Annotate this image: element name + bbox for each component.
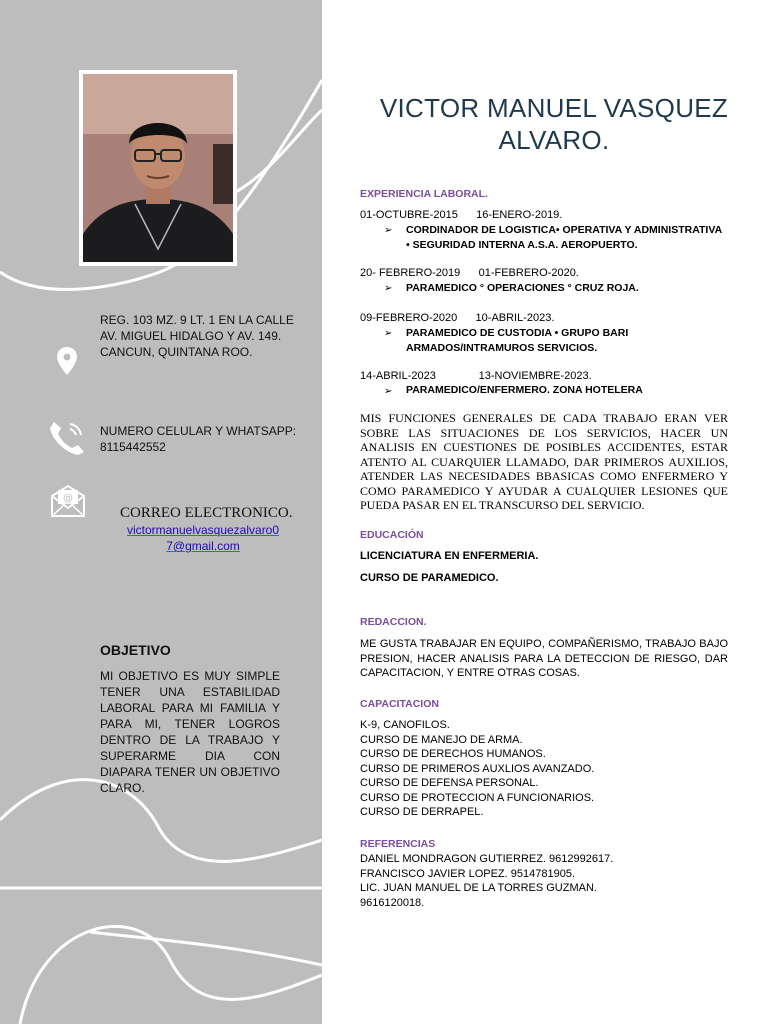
list-item: CURSO DE PRIMEROS AUXLIOS AVANZADO.: [360, 762, 595, 775]
capacitacion-list: [360, 718, 594, 820]
job-4-dates: 14-ABRIL-2023 13-NOVIEMBRE-2023.: [360, 370, 592, 382]
svg-text:@: @: [63, 493, 73, 504]
redaccion-text: ME GUSTA TRABAJAR EN EQUIPO, COMPAÑERISMO, TRABAJO BAJO PRESION, HACER ANALISIS PARA LA DETECCION DE RIESGO, DAR CAPACITACION, Y ENTRE OTRAS COSAS.: [360, 638, 728, 679]
arrow-bullet-icon: ➢: [384, 328, 393, 339]
job-functions-text: MIS FUNCIONES GENERALES DE CADA TRABAJO ERAN VER SOBRE LAS SITUACIONES DE LOS SERVICIOS, HACER UN ANALISIS EN CUESTIONES DE POSIBLES ACCIDENTES, ESTAR ATENTO AL CUARQUIER LLAMADO, DAR PRIMEROS AUXILIOS, ATENDER LAS NECESIDADES BBASICAS COMO ENFERMERO Y COMO PARAMEDICO Y AYUDAR A CUALQUIER LESIONES QUE PUEDA PASAR EN EL TRANSCURSO DEL SERVICIO.: [360, 411, 728, 512]
candidate-name: VICTOR MANUEL VASQUEZ ALVARO.: [379, 93, 729, 155]
list-item: CURSO DE PROTECCION A FUNCIONARIOS.: [360, 791, 595, 804]
job-3-title: PARAMEDICO DE CUSTODIA • GRUPO BARI ARMADOS/INTRAMUROS SERVICIOS.: [406, 327, 629, 354]
job-4-title: PARAMEDICO/ENFERMERO. ZONA HOTELERA: [406, 384, 643, 396]
referencias-list: [360, 852, 613, 910]
objective-heading: OBJETIVO: [100, 642, 171, 658]
address: REG. 103 MZ. 9 LT. 1 EN LA CALLE AV. MIGUEL HIDALGO Y AV. 149. CANCUN, QUINTANA ROO.: [100, 313, 294, 359]
referencias-heading: REFERENCIAS: [360, 838, 436, 850]
education-item: CURSO DE PARAMEDICO.: [360, 572, 499, 584]
redaccion-heading: REDACCION.: [360, 616, 427, 628]
arrow-bullet-icon: ➢: [384, 225, 393, 236]
list-item: CURSO DE DEFENSA PERSONAL.: [360, 777, 539, 789]
location-pin-icon: [56, 346, 78, 376]
email-envelope-icon: [50, 484, 86, 518]
main-content: [322, 0, 768, 1024]
arrow-bullet-icon: ➢: [384, 386, 393, 397]
job-2-dates: 20- FEBRERO-2019 01-FEBRERO-2020.: [360, 267, 579, 279]
education-heading: EDUCACIÓN: [360, 529, 424, 541]
list-item: FRANCISCO JAVIER LOPEZ. 9514781905.: [360, 867, 575, 880]
phone-number: NUMERO CELULAR Y WHATSAPP: 8115442552: [100, 424, 297, 454]
list-item: LIC. JUAN MANUEL DE LA TORRES GUZMAN.: [360, 882, 597, 894]
capacitacion-heading: CAPACITACION: [360, 698, 439, 710]
list-item: CURSO DE DERRAPEL.: [360, 806, 484, 818]
arrow-bullet-icon: ➢: [384, 283, 393, 294]
list-item: DANIEL MONDRAGON GUTIERREZ. 9612992617.: [360, 853, 614, 865]
sidebar: [0, 0, 322, 1024]
phone-icon: [48, 420, 86, 456]
job-1-title: CORDINADOR DE LOGISTICA• OPERATIVA Y ADMINISTRATIVA • SEGURIDAD INTERNA A.S.A. AEROPUERTO.: [406, 224, 723, 251]
email-address-link[interactable]: victormanuelvasquezalvaro0 7@gmail.com: [126, 523, 280, 553]
email-heading: CORREO ELECTRONICO.: [120, 505, 293, 521]
list-item: CURSO DE MANEJO DE ARMA.: [360, 733, 523, 746]
list-item: CURSO DE DERECHOS HUMANOS.: [360, 748, 546, 760]
objective-text: MI OBJETIVO ES MUY SIMPLE TENER UNA ESTABILIDAD LABORAL PARA MI FAMILIA Y PARA MI, TENER LOGROS DENTRO DE LA TRABAJO Y SUPERARME DIA CON DIAPARA TENER UN OBJETIVO CLARO.: [100, 669, 280, 795]
list-item: K-9, CANOFILOS.: [360, 719, 450, 731]
job-2-title: PARAMEDICO ° OPERACIONES ° CRUZ ROJA.: [406, 282, 639, 294]
job-3-dates: 09-FEBRERO-2020 10-ABRIL-2023.: [360, 312, 555, 324]
list-item: 9616120018.: [360, 896, 425, 909]
education-item: LICENCIATURA EN ENFERMERIA.: [360, 550, 539, 562]
experience-heading: EXPERIENCIA LABORAL.: [360, 188, 488, 200]
job-1-dates: 01-OCTUBRE-2015 16-ENERO-2019.: [360, 209, 563, 221]
profile-photo: [79, 70, 237, 266]
